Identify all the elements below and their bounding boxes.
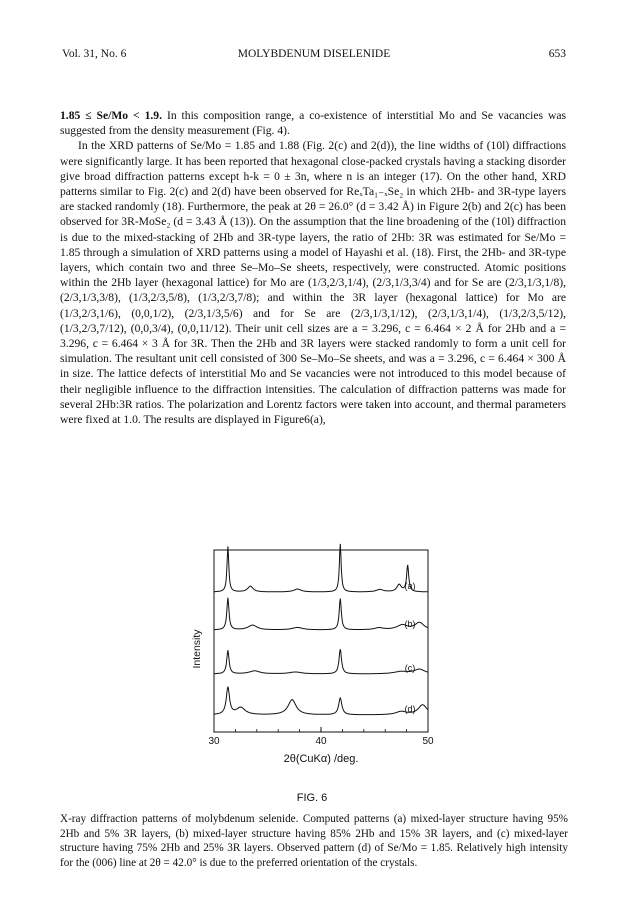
x-axis-label: 2θ(CuKα) /deg. xyxy=(283,753,359,765)
xrd-chart xyxy=(176,540,456,780)
x-tick-label: 30 xyxy=(208,736,220,747)
series-line xyxy=(214,544,428,592)
series-line xyxy=(214,687,428,715)
y-axis-label: Intensity xyxy=(191,629,203,669)
series-line xyxy=(214,598,428,630)
x-tick-label: 50 xyxy=(422,736,434,747)
figure-caption: X-ray diffraction patterns of molybdenum selenide. Computed patterns (a) mixed-layer structure having 95% 2Hb and 5% 3R layers, (b) mixed-layer structure having 85% 2Hb and 15% 3R layers, and (c) mixed-layer structure having 75% 2Hb and 25% 3R layers. Observed pattern (d) of Se/Mo = 1.85. Relatively high intensity for the (006) line at 2θ = 42.0° is due to the preferred orientation of the crystals. xyxy=(60,813,568,869)
journal-volume: Vol. 31, No. 6 xyxy=(62,48,127,60)
body-text xyxy=(60,108,566,427)
figure-6 xyxy=(176,540,456,780)
series-label: (d) xyxy=(404,704,416,714)
series-line xyxy=(214,649,428,674)
paragraph-1-text: In this composition range, a co-existence of interstitial Mo and Se vacancies was suggested from the density measurement (Fig. 4). xyxy=(60,109,566,138)
page-number: 653 xyxy=(548,48,566,60)
running-header xyxy=(62,48,566,64)
series-label: (c) xyxy=(404,663,416,673)
series-label: (a) xyxy=(404,581,416,591)
x-tick-label: 40 xyxy=(315,736,327,747)
section-heading: 1.85 ≤ Se/Mo < 1.9. xyxy=(60,109,162,122)
running-title: MOLYBDENUM DISELENIDE xyxy=(237,48,391,60)
series-label: (b) xyxy=(404,619,416,629)
paragraph-1 xyxy=(60,108,566,138)
plot-frame xyxy=(214,550,428,732)
figure-caption-title: FIG. 6 xyxy=(296,792,328,804)
paragraph-2: In the XRD patterns of Se/Mo = 1.85 and 1.88 (Fig. 2(c) and 2(d)), the line widths of (10l) diffractions were significantly large. It has been reported that hexagonal close-packed crystals having a stacking disorder give broad diffraction patterns except h-k = 0 ± 3n, where n is an integer (17). On the other hand, XRD patterns similar to Fig. 2(c) and 2(d) have been observed for ReₓTa₁₋ₓSe₂ in which 2Hb- and 3R-type layers are stacked randomly (18). Furthermore, the peak at 2θ = 26.0° (d = 3.42 Å) in Figure 2(b) and 2(c) has been observed for 3R-MoSe₂ (d = 3.43 Å (13)). On the assumption that the line broadening of the (10l) diffraction is due to the mixed-stacking of 2Hb and 3R-type layers, the ratio of 2Hb: 3R was estimated for Se/Mo = 1.85 through a simulation of XRD patterns using a model of Hayashi et al. (18). First, the 2Hb- and 3R-type layers, which contain two and three Se–Mo–Se sheets, respectively, were constructed. Atomic positions within the 2Hb layer (hexagonal lattice) for Mo are (1/3,2/3,1/4), (2/3,1/3,3/4) and for Se are (2/3,1/3,1/8), (2/3,1/3,3/8), (1/3,2/3,5/8), (1/3,2/3,7/8); and within the 3R layer (hexagonal lattice) for Mo are (1/3,2/3,1/6), (0,0,1/2), (2/3,1/3,5/6) and for Se are (2/3,1/3,1/12), (2/3,1/3,1/4), (1/3,2/3,5/12), (1/3,2/3,7/12), (0,0,3/4), (0,0,11/12). Their unit cell sizes are a = 3.296, c = 6.464 × 2 Å for 2Hb and a = 3.296, c = 6.464 × 3 Å for 3R. Then the 2Hb and 3R layers were stacked randomly to form a unit cell for simulation. The resultant unit cell consisted of 300 Se–Mo–Se sheets, and was a = 3.296, c = 6.464 × 300 Å in size. The lattice defects of interstitial Mo and Se vacancies were not introduced to this model because of their negligible influence to the diffraction intensities. The calculation of diffraction patterns was made for several 2Hb:3R ratios. The polarization and Lorentz factors were taken into account, and thermal parameters were fixed at 1.0. The results are displayed in Figure6(a), xyxy=(60,139,566,427)
